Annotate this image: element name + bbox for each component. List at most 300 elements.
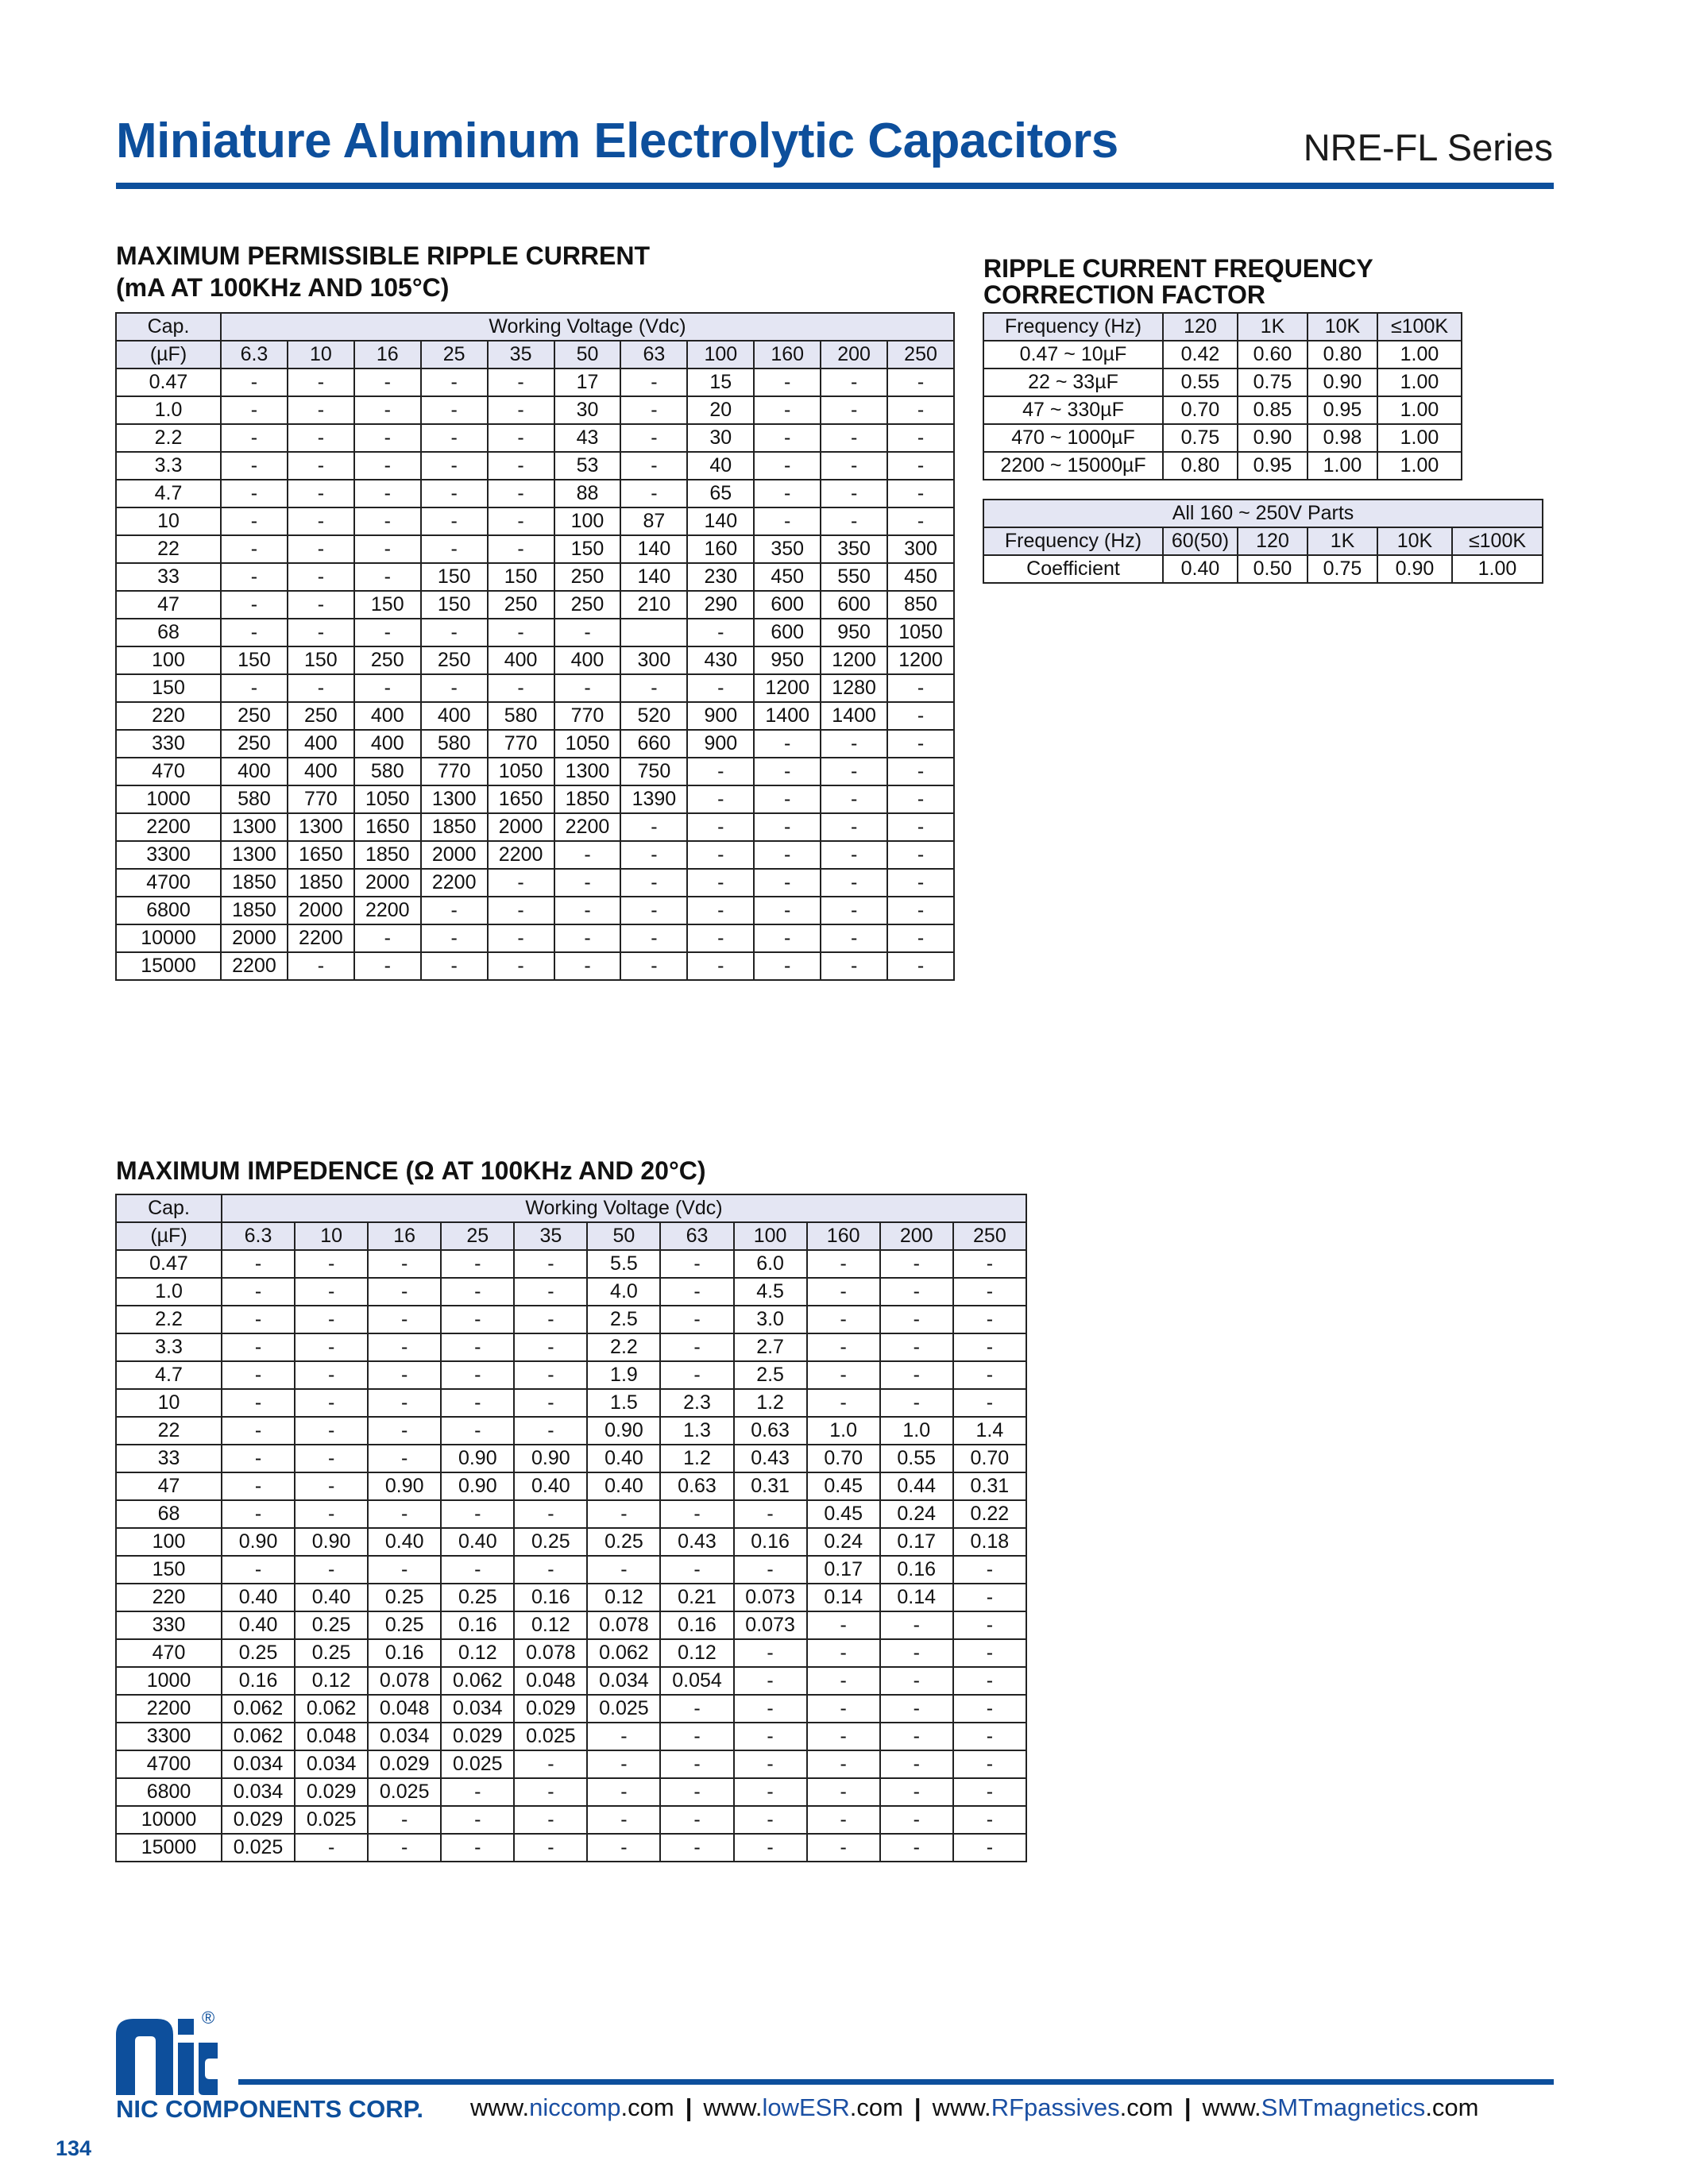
table-cell: - (660, 1500, 733, 1528)
cap-value: 15000 (116, 952, 221, 980)
table-cell: 3.0 (734, 1306, 807, 1333)
table-cell: - (295, 1417, 368, 1445)
table-cell: 0.14 (880, 1584, 953, 1611)
table-cell: 770 (421, 758, 488, 785)
table-cell: 0.16 (734, 1528, 807, 1556)
voltage-header: 250 (887, 341, 954, 369)
table-cell: - (441, 1417, 514, 1445)
table-cell: - (295, 1361, 368, 1389)
table-cell: - (295, 1556, 368, 1584)
table-row (116, 952, 954, 980)
table-cell: - (421, 674, 488, 702)
table-cell: - (887, 869, 954, 897)
table-cell: 0.25 (368, 1611, 441, 1639)
table-cell: 65 (687, 480, 754, 507)
table-cell: 0.85 (1238, 396, 1308, 424)
table-cell: 0.43 (734, 1445, 807, 1472)
table-row (116, 646, 954, 674)
table-cell: 0.63 (734, 1417, 807, 1445)
table-cell: 6.0 (734, 1250, 807, 1278)
table-cell: - (222, 1500, 295, 1528)
table-cell: - (554, 897, 621, 924)
table-cell: - (887, 674, 954, 702)
table-cell: - (222, 1361, 295, 1389)
table-cell: 1050 (354, 785, 421, 813)
cap-value: 33 (116, 1445, 222, 1472)
table-cell: 2200 (221, 952, 288, 980)
cap-value: 68 (116, 1500, 222, 1528)
table-cell: 250 (554, 563, 621, 591)
voltage-header: 100 (734, 1222, 807, 1250)
table-cell: - (953, 1806, 1026, 1834)
table-cell: 1.5 (587, 1389, 660, 1417)
table-cell: - (754, 396, 821, 424)
table-cell: - (821, 424, 887, 452)
table-cell: 1850 (554, 785, 621, 813)
link-rfpassives[interactable]: www.RFpassives.com (932, 2093, 1173, 2121)
table-cell: 0.025 (441, 1750, 514, 1778)
link-niccomp[interactable]: www.niccomp.com (470, 2093, 674, 2121)
table-cell: 0.95 (1308, 396, 1377, 424)
voltage-header: 50 (554, 341, 621, 369)
table-cell: - (887, 813, 954, 841)
table-cell: 0.40 (441, 1528, 514, 1556)
table-cell: - (354, 507, 421, 535)
voltage-header: 6.3 (222, 1222, 295, 1250)
table-cell: - (554, 674, 621, 702)
frequency-header: ≤100K (1452, 527, 1543, 555)
table-cell: - (880, 1611, 953, 1639)
table-cell: 0.80 (1308, 341, 1377, 369)
table-cell: - (488, 924, 554, 952)
table-cell: 0.70 (807, 1445, 880, 1472)
cap-value: 2200 (116, 1695, 222, 1723)
table-cell: - (660, 1778, 733, 1806)
table-cell: - (295, 1445, 368, 1472)
table-cell: 0.90 (1308, 369, 1377, 396)
table-cell: 1.2 (660, 1445, 733, 1472)
table-cell: 0.034 (222, 1778, 295, 1806)
header-row (983, 313, 1462, 341)
table-row (116, 924, 954, 952)
voltage-header: 35 (488, 341, 554, 369)
table-row (116, 369, 954, 396)
table-cell: 0.25 (441, 1584, 514, 1611)
table-cell: - (754, 869, 821, 897)
table-cell: 0.062 (295, 1695, 368, 1723)
voltage-header: 63 (660, 1222, 733, 1250)
table-cell: 0.90 (441, 1472, 514, 1500)
table-cell: - (620, 396, 687, 424)
table-cell: 150 (288, 646, 354, 674)
table-row (983, 396, 1462, 424)
table-cell: 150 (421, 563, 488, 591)
table-cell: - (821, 480, 887, 507)
table-cell: 1.00 (1377, 341, 1462, 369)
table-cell: - (514, 1306, 587, 1333)
table-cell: - (288, 674, 354, 702)
cap-value: 10000 (116, 1806, 222, 1834)
table-row (116, 591, 954, 619)
table-cell: - (221, 563, 288, 591)
table-cell: - (368, 1389, 441, 1417)
table-cell: - (660, 1723, 733, 1750)
frequency-header: 60(50) (1163, 527, 1238, 555)
table-cell: 600 (821, 591, 887, 619)
table-cell: - (821, 785, 887, 813)
table-cell: - (221, 535, 288, 563)
table-cell: 1300 (421, 785, 488, 813)
header-row (116, 1194, 1026, 1222)
table-cell: 0.025 (514, 1723, 587, 1750)
cap-range: 0.47 ~ 10µF (983, 341, 1163, 369)
cap-value: 6800 (116, 1778, 222, 1806)
table-cell: 580 (488, 702, 554, 730)
table-row (116, 1472, 1026, 1500)
table-cell: 0.078 (587, 1611, 660, 1639)
table-cell: - (880, 1306, 953, 1333)
table-cell: - (221, 674, 288, 702)
table-cell: - (221, 619, 288, 646)
table-cell: 250 (354, 646, 421, 674)
table-row (116, 813, 954, 841)
link-lowesr[interactable]: www.lowESR.com (703, 2093, 903, 2121)
table-cell: 0.90 (441, 1445, 514, 1472)
table-cell: - (488, 952, 554, 980)
table-cell: - (887, 758, 954, 785)
table-cell: 0.034 (222, 1750, 295, 1778)
table-cell: - (288, 480, 354, 507)
table-cell: - (880, 1278, 953, 1306)
table-cell: - (880, 1250, 953, 1278)
table-cell: 0.70 (953, 1445, 1026, 1472)
table-cell: - (587, 1806, 660, 1834)
table-cell: 0.42 (1163, 341, 1238, 369)
table-cell: 0.062 (441, 1667, 514, 1695)
table-cell: - (368, 1556, 441, 1584)
table-cell: - (488, 452, 554, 480)
table-cell: 2000 (354, 869, 421, 897)
voltage-header: 200 (880, 1222, 953, 1250)
table-cell: - (488, 424, 554, 452)
table-cell: 250 (421, 646, 488, 674)
table-cell: - (953, 1250, 1026, 1278)
table-cell: - (660, 1333, 733, 1361)
table-cell: - (295, 1834, 368, 1862)
table-cell: 0.55 (1163, 369, 1238, 396)
table-cell: 4.5 (734, 1278, 807, 1306)
frequency-header: 120 (1163, 313, 1238, 341)
cap-value: 0.47 (116, 369, 221, 396)
voltage-header: 50 (587, 1222, 660, 1250)
cap-value: 10000 (116, 924, 221, 952)
table-cell: 0.40 (587, 1472, 660, 1500)
table-cell: 0.25 (222, 1639, 295, 1667)
table-cell: 550 (821, 563, 887, 591)
table-cell: - (514, 1778, 587, 1806)
table-cell: - (222, 1556, 295, 1584)
table-cell: 580 (421, 730, 488, 758)
table-cell: - (880, 1333, 953, 1361)
table-cell: 290 (687, 591, 754, 619)
table-cell: 0.24 (807, 1528, 880, 1556)
table-row (116, 1667, 1026, 1695)
table-cell: - (620, 952, 687, 980)
table-cell: 0.17 (880, 1528, 953, 1556)
table-cell: - (887, 952, 954, 980)
table-cell: 2000 (421, 841, 488, 869)
link-separator: | (914, 2093, 921, 2121)
table-cell: 400 (554, 646, 621, 674)
voltage-header: 6.3 (221, 341, 288, 369)
table-cell: 1.3 (660, 1417, 733, 1445)
table-cell: - (660, 1556, 733, 1584)
table-cell: 0.25 (295, 1611, 368, 1639)
table-row (116, 480, 954, 507)
table-cell: 2200 (288, 924, 354, 952)
table-cell: - (953, 1361, 1026, 1389)
cap-value: 100 (116, 1528, 222, 1556)
table-cell: 0.16 (368, 1639, 441, 1667)
table-cell: 0.75 (1308, 555, 1377, 583)
voltage-header: 63 (620, 341, 687, 369)
table-cell: - (687, 924, 754, 952)
table-cell: 900 (687, 702, 754, 730)
table-cell: - (807, 1306, 880, 1333)
voltage-header: 25 (421, 341, 488, 369)
table-row (116, 1528, 1026, 1556)
table-cell: 53 (554, 452, 621, 480)
table-cell: - (295, 1306, 368, 1333)
table-cell: 1850 (221, 869, 288, 897)
table-cell: - (821, 507, 887, 535)
frequency-header: 1K (1238, 313, 1308, 341)
table-cell: 2.7 (734, 1333, 807, 1361)
table-cell: - (953, 1778, 1026, 1806)
table-cell: - (880, 1806, 953, 1834)
table-cell: 210 (620, 591, 687, 619)
table-row (116, 1361, 1026, 1389)
table-cell: - (514, 1750, 587, 1778)
table-cell: - (514, 1333, 587, 1361)
table-cell: - (880, 1723, 953, 1750)
page-number: 134 (56, 2136, 92, 2160)
table-cell: - (687, 785, 754, 813)
table-cell: 1300 (288, 813, 354, 841)
table-cell: - (488, 674, 554, 702)
table-cell: - (288, 952, 354, 980)
table-cell: - (734, 1723, 807, 1750)
cap-value: 47 (116, 591, 221, 619)
table-cell: 0.40 (295, 1584, 368, 1611)
table-cell: 0.70 (1163, 396, 1238, 424)
table-cell: - (441, 1278, 514, 1306)
table-cell: - (734, 1778, 807, 1806)
table-cell: 160 (687, 535, 754, 563)
table-cell: - (887, 785, 954, 813)
table-cell: - (821, 952, 887, 980)
table-cell: - (754, 924, 821, 952)
table-cell: 0.21 (660, 1584, 733, 1611)
table-cell: - (821, 924, 887, 952)
cap-value: 2.2 (116, 424, 221, 452)
table-cell: 900 (687, 730, 754, 758)
table-cell: - (887, 841, 954, 869)
table-cell: - (734, 1806, 807, 1834)
table-cell: - (354, 369, 421, 396)
table-cell: 0.16 (880, 1556, 953, 1584)
table-cell: - (288, 507, 354, 535)
table-cell: - (295, 1333, 368, 1361)
table-cell: - (734, 1556, 807, 1584)
table-cell: - (620, 674, 687, 702)
voltage-header: 160 (807, 1222, 880, 1250)
voltage-header: 16 (354, 341, 421, 369)
table-cell: 100 (554, 507, 621, 535)
table-cell: 0.073 (734, 1611, 807, 1639)
table-cell: 0.029 (441, 1723, 514, 1750)
cap-value: 150 (116, 1556, 222, 1584)
table-cell: 0.98 (1308, 424, 1377, 452)
table-cell: - (221, 424, 288, 452)
cap-value: 10 (116, 1389, 222, 1417)
table-row (116, 1639, 1026, 1667)
table-cell: 0.025 (222, 1834, 295, 1862)
table-cell: - (754, 730, 821, 758)
table-row (116, 1611, 1026, 1639)
table-cell: 950 (821, 619, 887, 646)
table-cell: 15 (687, 369, 754, 396)
cap-value: 1.0 (116, 1278, 222, 1306)
table-cell: 0.40 (368, 1528, 441, 1556)
footer-links (470, 2093, 1479, 2122)
table-cell: - (488, 897, 554, 924)
table-cell: 0.90 (587, 1417, 660, 1445)
table-cell: - (221, 480, 288, 507)
link-smtmagnetics[interactable]: www.SMTmagnetics.com (1202, 2093, 1479, 2121)
table-cell: - (660, 1834, 733, 1862)
table-cell: 0.25 (295, 1639, 368, 1667)
table-cell: - (222, 1333, 295, 1361)
table-row (116, 730, 954, 758)
correction-title-line1: RIPPLE CURRENT FREQUENCY (983, 254, 1373, 283)
table-row (116, 1723, 1026, 1750)
registered-mark: ® (202, 2008, 215, 2028)
table-cell: - (687, 897, 754, 924)
table-cell: 0.16 (514, 1584, 587, 1611)
table-cell: - (880, 1778, 953, 1806)
table-cell: 400 (288, 758, 354, 785)
table-cell: 0.17 (807, 1556, 880, 1584)
cap-value: 1.0 (116, 396, 221, 424)
table-cell: 0.034 (295, 1750, 368, 1778)
table-cell: - (620, 924, 687, 952)
table-cell: 350 (754, 535, 821, 563)
cap-range: 47 ~ 330µF (983, 396, 1163, 424)
table-cell: 1050 (488, 758, 554, 785)
table-cell: 0.75 (1238, 369, 1308, 396)
table-cell: 150 (221, 646, 288, 674)
table-cell: 0.22 (953, 1500, 1026, 1528)
table-cell: 0.025 (295, 1806, 368, 1834)
table-cell: - (660, 1750, 733, 1778)
table-cell: - (421, 535, 488, 563)
table-cell: - (734, 1834, 807, 1862)
table-cell: 1850 (221, 897, 288, 924)
cap-value: 3.3 (116, 1333, 222, 1361)
cap-range: 22 ~ 33µF (983, 369, 1163, 396)
link-separator: | (685, 2093, 693, 2121)
table-cell: 400 (354, 702, 421, 730)
table-cell: - (880, 1639, 953, 1667)
table-cell: - (821, 730, 887, 758)
table-cell: 250 (221, 702, 288, 730)
table-cell: - (821, 369, 887, 396)
table-cell: 0.029 (295, 1778, 368, 1806)
table-cell: 0.029 (514, 1695, 587, 1723)
table-row (116, 1306, 1026, 1333)
table-cell: - (660, 1278, 733, 1306)
table-cell: - (887, 452, 954, 480)
table-cell: - (514, 1278, 587, 1306)
table-cell: - (441, 1389, 514, 1417)
table-cell: - (620, 841, 687, 869)
table-cell: - (368, 1333, 441, 1361)
voltage-header: 35 (514, 1222, 587, 1250)
table-cell: 1.00 (1377, 452, 1462, 480)
table-row (116, 1778, 1026, 1806)
table-cell: - (488, 535, 554, 563)
table-cell: - (620, 452, 687, 480)
table-cell: - (953, 1333, 1026, 1361)
table-cell: - (620, 897, 687, 924)
table-cell: - (754, 369, 821, 396)
table-row (116, 619, 954, 646)
table-cell: - (368, 1250, 441, 1278)
table-cell: - (488, 507, 554, 535)
table-row (116, 1750, 1026, 1778)
table-cell: - (587, 1750, 660, 1778)
table-cell: 1650 (488, 785, 554, 813)
correction-factor-table (983, 312, 1462, 480)
table-cell: 2.3 (660, 1389, 733, 1417)
table-cell: 2000 (288, 897, 354, 924)
table-cell: 430 (687, 646, 754, 674)
table-cell: 2000 (488, 813, 554, 841)
table-cell: 2200 (421, 869, 488, 897)
table-cell: 250 (288, 702, 354, 730)
table-cell: - (754, 813, 821, 841)
table-cell: 770 (554, 702, 621, 730)
table-cell: - (295, 1278, 368, 1306)
table-cell: 0.034 (368, 1723, 441, 1750)
ripple-current-table (115, 312, 955, 981)
table-cell: - (354, 452, 421, 480)
table-cell: - (887, 702, 954, 730)
table-cell: 0.50 (1238, 555, 1308, 583)
table-cell: 0.16 (660, 1611, 733, 1639)
voltage-header: 16 (368, 1222, 441, 1250)
cap-value: 2200 (116, 813, 221, 841)
table-cell: 0.45 (807, 1472, 880, 1500)
table-row (116, 1500, 1026, 1528)
table-cell: 40 (687, 452, 754, 480)
table-cell: - (953, 1306, 1026, 1333)
table-cell: 0.40 (587, 1445, 660, 1472)
table-cell: 0.45 (807, 1500, 880, 1528)
table-cell: 140 (620, 563, 687, 591)
table-cell: - (514, 1834, 587, 1862)
